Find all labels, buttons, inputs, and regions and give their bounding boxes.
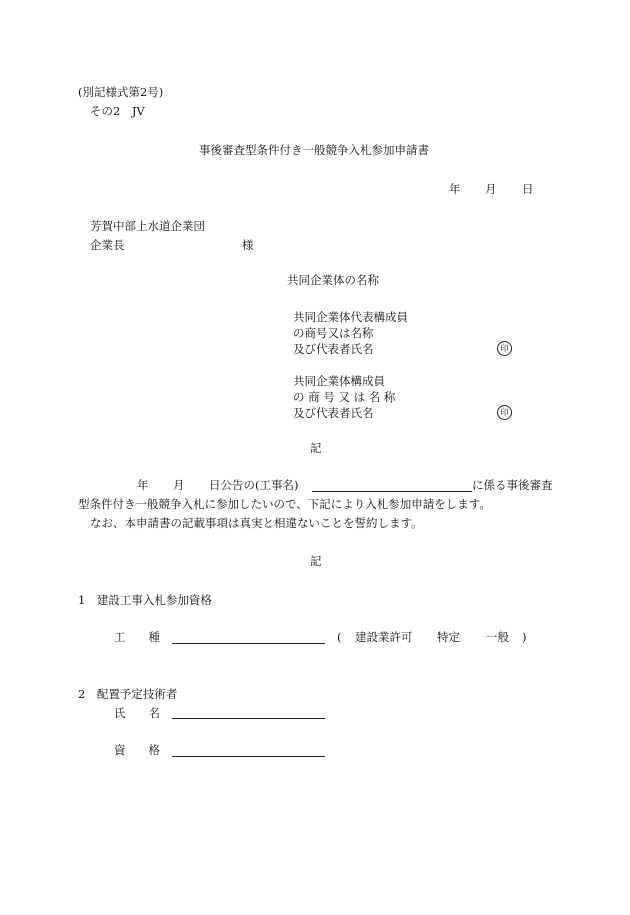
section1-heading: 1 建設工事入札参加資格 xyxy=(78,593,212,607)
date-day: 日 xyxy=(522,182,534,196)
body-line2: 型条件付き一般競争入札に参加したいので、下記により入札参加申請をします。 xyxy=(78,497,491,511)
body-month: 月 xyxy=(173,478,185,492)
option-general: 一般 xyxy=(486,630,509,644)
section2-heading: 2 配置予定技術者 xyxy=(78,687,178,701)
addressee-org: 芳賀中部上水道企業団 xyxy=(90,219,205,233)
form-subtype: その2 JV xyxy=(90,104,145,118)
construction-name-line[interactable] xyxy=(312,491,472,492)
addressee-honorific: 様 xyxy=(242,238,254,252)
work-type-label: 工 種 xyxy=(114,630,160,644)
jv-member-line2: の 商 号 又 は 名 称 xyxy=(293,390,396,404)
jv-member-line1: 共同企業体構成員 xyxy=(293,374,385,388)
jv-rep-line1: 共同企業体代表構成員 xyxy=(293,310,408,324)
work-type-line[interactable] xyxy=(172,643,325,644)
option-construction-permit: 建設業許可 xyxy=(355,630,413,644)
body-line1-tail: に係る事後審査 xyxy=(472,478,553,492)
ki-heading: 記 xyxy=(310,554,322,568)
jv-rep-line3: 及び代表者氏名 xyxy=(293,342,374,356)
body-year: 年 xyxy=(137,478,149,492)
ki-heading: 記 xyxy=(310,441,322,455)
seal-icon: 印 xyxy=(497,405,512,420)
document-title: 事後審査型条件付き一般競争入札参加申請書 xyxy=(199,143,429,157)
body-notice: 日公告の(工事名) xyxy=(209,478,299,492)
body-line3: なお、本申請書の記載事項は真実と相違ないことを誓約します。 xyxy=(90,516,423,530)
options-open: ( xyxy=(337,630,342,644)
seal-icon: 印 xyxy=(497,341,512,356)
engineer-name-label: 氏 名 xyxy=(114,706,160,720)
date-month: 月 xyxy=(485,182,497,196)
addressee-role: 企業長 xyxy=(90,238,125,252)
jv-name-label: 共同企業体の名称 xyxy=(287,273,379,287)
jv-rep-line2: の商号又は名称 xyxy=(293,326,374,340)
form-number: (別記様式第2号) xyxy=(78,85,164,99)
options-close: ) xyxy=(522,630,527,644)
qualification-label: 資 格 xyxy=(114,743,160,757)
option-specific: 特定 xyxy=(437,630,460,644)
date-year: 年 xyxy=(449,182,461,196)
qualification-line[interactable] xyxy=(172,756,325,757)
jv-member-line3: 及び代表者氏名 xyxy=(293,406,374,420)
engineer-name-line[interactable] xyxy=(172,718,325,719)
